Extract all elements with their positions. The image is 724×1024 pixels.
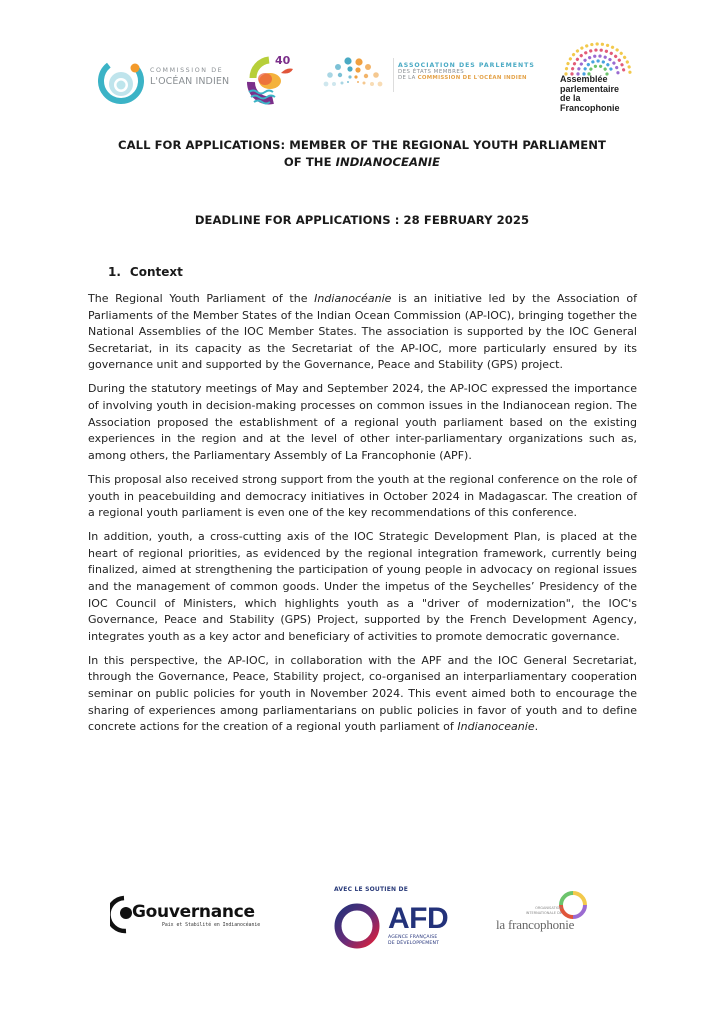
apf-logo — [554, 38, 639, 113]
paragraph-1: The Regional Youth Parliament of the Indianocéanie is an initiative led by the Association of Parliaments of the Member States of the Indian Ocean Commission (AP-IOC), bringing together the National Assemblies of the IOC Member States. The association is supported by the IOC General Secretariat, in its capacity as the Secretariat of the AP-IOC, more particularly ensured by its governance unit and supported by the Governance, Peace and Stability (GPS) project. — [88, 292, 637, 372]
paragraph-5: In this perspective, the AP-IOC, in collaboration with the APF and the IOC General Secretariat, through the Governance, Peace, Stability project, co-organised an interparliamentary cooperation seminar on public policies for youth in November 2024. This event aimed both to encourage the sharing of experiences among parliamentarians on public policies in favor of youth and to define concrete actions for the creation of a regional youth parliament of Indianoceanie. — [88, 653, 637, 734]
apf-line1: Assemblée — [560, 74, 608, 84]
afd-ring-icon — [333, 900, 385, 952]
afd-full-name: AGENCE FRANÇAISE DE DÉVELOPPEMENT — [388, 935, 440, 946]
gouvernance-subtitle: Paix et Stabilité en Indianocéanie — [162, 923, 261, 928]
ap-ioc-logo — [322, 52, 542, 97]
coi-logo-line1: COMMISSION DE — [150, 67, 224, 74]
ap-ioc-divider — [393, 58, 394, 92]
coi-logo — [98, 55, 243, 105]
apf-line3: de la Francophonie — [560, 93, 620, 113]
ap-ioc-line1: ASSOCIATION DES PARLEMENTS — [398, 62, 535, 69]
afd-support-label: AVEC LE SOUTIEN DE — [334, 886, 408, 893]
apf-arc-dots-icon — [554, 38, 639, 78]
paragraph-4: In addition, youth, a cross-cutting axis of the IOC Strategic Development Plan, is placed at the heart of regional priorities, as evidenced by the regional integration framework, currently being finalized, aimed at strengthening the participation of young people in advocacy on regional issues and the management of common goods. Under the impetus of the Seychelles’ Presidency of the IOC Council of Ministers, which highlights youth as a "driver of modernization", the IOC's Governance, Peace and Stability (GPS) Project, supported by the French Development Agency, integrates youth as a key actor and beneficiary of activities to promote democratic governance. — [88, 530, 637, 643]
deadline-heading: DEADLINE FOR APPLICATIONS : 28 FEBRUARY 2025 — [194, 213, 530, 227]
paragraph-2: During the statutory meetings of May and September 2024, the AP-IOC expressed the importance of involving youth in decision-making processes on common issues in the Indianocean region. The Association proposed the establishment of a regional youth parliament based on the existing experiences in the region and at the level of other inter-parliamentary organizations such as, among others, the Parliamentary Assembly of La Francophonie (APF). — [88, 382, 637, 462]
afd-acronym: AFD — [388, 902, 449, 935]
svg-text:40: 40 — [275, 54, 291, 67]
coi-swirl-icon — [98, 55, 146, 105]
gouvernance-title: Gouvernance — [132, 902, 255, 922]
section-number: 1. — [108, 265, 121, 279]
ap-ioc-line2: DES ÉTATS MEMBRES — [398, 69, 465, 76]
section-title: Context — [129, 265, 183, 279]
oif-ring-icon — [558, 890, 588, 920]
gouvernance-logo — [110, 895, 280, 935]
ap-ioc-dots-icon — [322, 52, 392, 97]
paragraph-3: This proposal also received strong support from the youth at the regional conference on the role of youth in peacebuilding and democracy initiatives in October 2024 in Madagascar. The creation of a regional youth parliament is even one of the key recommendations of this conference. — [88, 472, 637, 520]
oif-name: la francophonie — [496, 917, 575, 932]
apf-line2: parlementaire — [560, 83, 620, 94]
document-body — [88, 291, 637, 743]
oif-small-text: ORGANISATION INTERNATIONALE DE — [525, 906, 562, 915]
coi-logo-line2: L'OCÉAN INDIEN — [150, 76, 230, 88]
afd-logo — [330, 886, 460, 956]
section-heading-context — [108, 265, 183, 279]
ap-ioc-line3: DE LA COMMISSION DE L'OCÉAN INDIEN — [398, 75, 527, 82]
document-title — [60, 137, 664, 171]
title-line2: OF THE INDIANOCEANIE — [283, 155, 441, 169]
anniversary-40-logo — [243, 48, 299, 108]
oif-logo — [494, 890, 594, 940]
anniversary-emblem-icon — [243, 48, 299, 108]
title-line1: CALL FOR APPLICATIONS: MEMBER OF THE REGIONAL YOUTH PARLIAMENT — [118, 138, 606, 152]
